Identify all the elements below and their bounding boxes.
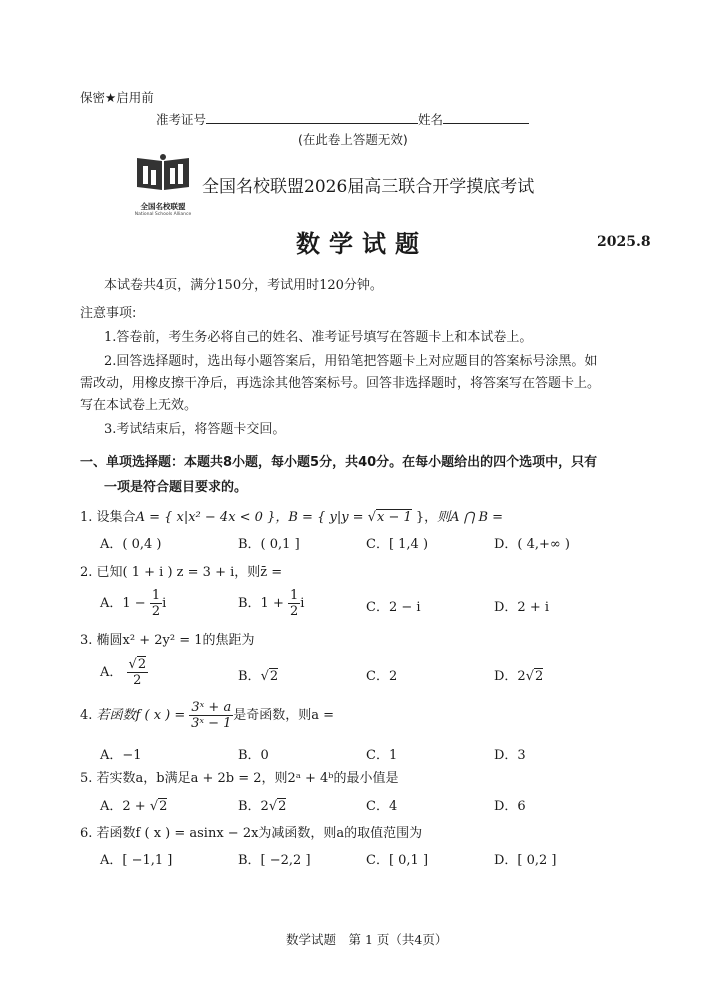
q2-option-c[interactable]: C．2 − i bbox=[366, 600, 421, 615]
question-6 bbox=[80, 822, 422, 841]
q4-text-post: 是奇函数，则a = bbox=[233, 708, 334, 723]
q1-number: 1. bbox=[80, 510, 93, 525]
q4-text-pre: 若函数f ( x ) = bbox=[96, 708, 186, 723]
q6-number: 6. bbox=[80, 826, 93, 841]
radicand: 2 bbox=[137, 657, 147, 672]
q1-option-a[interactable]: A．( 0,4 ) bbox=[100, 537, 162, 552]
q4-number: 4. bbox=[80, 708, 93, 723]
q1-set-a: A = { x|x² − 4x < 0 }， bbox=[135, 510, 289, 525]
section1-heading: 一、单项选择题：本题共8小题，每小题5分，共40分。在每小题给出的四个选项中，只有 bbox=[80, 455, 598, 470]
q1-set-b-radicand: x − 1 bbox=[377, 510, 412, 525]
radicand: 2 bbox=[269, 669, 279, 684]
q2-option-b-fraction bbox=[288, 588, 300, 619]
ticket-number-field[interactable] bbox=[206, 110, 418, 124]
notice-item-1: 1.答卷前，考生务必将自己的姓名、准考证号填写在答题卡上和本试卷上。 bbox=[104, 330, 533, 345]
q2-option-b-suffix: i bbox=[300, 596, 305, 611]
q3-option-d[interactable]: D．2√2 bbox=[494, 669, 544, 684]
q3-option-b-label: B． bbox=[238, 669, 261, 684]
q5-option-a[interactable]: A．2 + √2 bbox=[100, 799, 168, 814]
q2-number: 2. bbox=[80, 565, 93, 580]
q3-option-a-label: A． bbox=[100, 665, 123, 680]
section1-heading-cont: 一项是符合题目要求的。 bbox=[104, 480, 248, 495]
q4-fraction bbox=[189, 700, 233, 731]
question-3 bbox=[80, 629, 255, 648]
notice-item-3: 3.考试结束后，将答题卡交回。 bbox=[104, 422, 286, 437]
fraction-numerator: 3ˣ + a bbox=[191, 700, 232, 715]
q5-number: 5. bbox=[80, 771, 93, 786]
ticket-number-label: 准考证号 bbox=[156, 112, 207, 127]
q2-option-a-fraction bbox=[150, 588, 162, 619]
q2-option-a-suffix: i bbox=[162, 596, 167, 611]
radicand: 2 bbox=[159, 799, 168, 814]
q1-option-c[interactable]: C．[ 1,4 ) bbox=[366, 537, 429, 552]
confidential-label: 保密★启用前 bbox=[80, 90, 154, 105]
q5-text: 若实数a，b满足a + 2b = 2，则2ᵃ + 4ᵇ的最小值是 bbox=[96, 771, 399, 786]
notice-heading: 注意事项: bbox=[80, 306, 137, 321]
q1-option-d[interactable]: D．( 4,+∞ ) bbox=[494, 537, 570, 552]
q4-option-d[interactable]: D．3 bbox=[494, 748, 526, 763]
q2-option-b[interactable] bbox=[238, 588, 304, 619]
question-5 bbox=[80, 767, 398, 786]
question-2 bbox=[80, 561, 282, 580]
q5-option-d[interactable]: D．6 bbox=[494, 799, 526, 814]
q5-option-a-label: A．2 + bbox=[100, 799, 146, 814]
question-4 bbox=[80, 700, 334, 731]
page-footer: 数学试题 第 1 页（共4页） bbox=[286, 932, 448, 947]
invalid-note: (在此卷上答题无效) bbox=[298, 132, 408, 147]
q3-text: 椭圆x² + 2y² = 1的焦距为 bbox=[96, 633, 255, 648]
alliance-logo bbox=[134, 152, 192, 217]
notice-item-2-end: 写在本试卷上无效。 bbox=[80, 398, 198, 413]
q1-text: 设集合 bbox=[96, 510, 136, 525]
q4-option-c[interactable]: C．1 bbox=[366, 748, 398, 763]
q6-option-a[interactable]: A．[ −1,1 ] bbox=[100, 853, 173, 868]
q5-option-b[interactable]: B．2√2 bbox=[238, 799, 287, 814]
q1-ask: 则A ⋂ B = bbox=[437, 510, 504, 525]
q3-option-c[interactable]: C．2 bbox=[366, 669, 398, 684]
fraction-denominator: 2 bbox=[290, 604, 299, 619]
q3-option-a-fraction bbox=[127, 657, 149, 688]
q1-set-b-post: }， bbox=[411, 510, 438, 525]
logo-en-text: National Schools Alliance bbox=[134, 212, 192, 217]
q6-text: 若函数f ( x ) = asinx − 2x为减函数，则a的取值范围为 bbox=[96, 826, 423, 841]
q2-option-d[interactable]: D．2 + i bbox=[494, 600, 550, 615]
q2-option-a[interactable] bbox=[100, 588, 166, 619]
q5-option-b-label: B．2 bbox=[238, 799, 269, 814]
intro-text: 本试卷共4页，满分150分，考试用时120分钟。 bbox=[104, 278, 383, 293]
fraction-numerator: √2 bbox=[128, 657, 147, 672]
book-icon bbox=[134, 152, 192, 196]
name-label: 姓名 bbox=[418, 112, 444, 127]
q4-option-a[interactable]: A．−1 bbox=[100, 748, 142, 763]
radicand: 2 bbox=[535, 669, 544, 684]
fraction-denominator: 2 bbox=[133, 673, 142, 688]
q1-option-b[interactable]: B．( 0,1 ] bbox=[238, 537, 300, 552]
candidate-info-line bbox=[156, 110, 529, 128]
exam-date: 2025.8 bbox=[597, 234, 651, 250]
exam-name: 全国名校联盟2026届高三联合开学摸底考试 bbox=[202, 177, 535, 197]
q6-option-c[interactable]: C．[ 0,1 ] bbox=[366, 853, 429, 868]
q5-option-c[interactable]: C．4 bbox=[366, 799, 398, 814]
q3-option-a[interactable] bbox=[100, 657, 148, 688]
fraction-denominator: 3ˣ − 1 bbox=[191, 716, 232, 731]
notice-item-2: 2.回答选择题时，选出每小题答案后，用铅笔把答题卡上对应题目的答案标号涂黑。如 bbox=[104, 354, 598, 369]
q2-option-a-text: A．1 − bbox=[100, 596, 146, 611]
q3-option-b[interactable]: B．√2 bbox=[238, 669, 279, 684]
q2-option-b-text: B．1 + bbox=[238, 596, 284, 611]
fraction-denominator: 2 bbox=[151, 604, 161, 619]
q2-text: 已知( 1 + i ) z = 3 + i，则z̄ = bbox=[96, 565, 283, 580]
question-1: 1. 设集合A = { x|x² − 4x < 0 }，B = { y|y = √x − 1 }，则A ⋂ B = bbox=[80, 510, 504, 525]
fraction-numerator: 1 bbox=[290, 588, 299, 603]
q3-number: 3. bbox=[80, 633, 93, 648]
fraction-numerator: 1 bbox=[151, 588, 161, 603]
q6-option-b[interactable]: B．[ −2,2 ] bbox=[238, 853, 311, 868]
q6-option-d[interactable]: D．[ 0,2 ] bbox=[494, 853, 557, 868]
logo-cn-text: 全国名校联盟 bbox=[140, 202, 186, 211]
subject-title: 数学试题 bbox=[296, 230, 428, 258]
q1-set-b-pre: B = { y|y = bbox=[288, 510, 368, 525]
q3-option-d-label: D．2 bbox=[494, 669, 526, 684]
radicand: 2 bbox=[278, 799, 287, 814]
notice-item-2-cont: 需改动，用橡皮擦干净后，再选涂其他答案标号。回答非选择题时，将答案写在答题卡上。 bbox=[80, 376, 601, 391]
q4-option-b[interactable]: B．0 bbox=[238, 748, 269, 763]
name-field[interactable] bbox=[443, 110, 529, 124]
